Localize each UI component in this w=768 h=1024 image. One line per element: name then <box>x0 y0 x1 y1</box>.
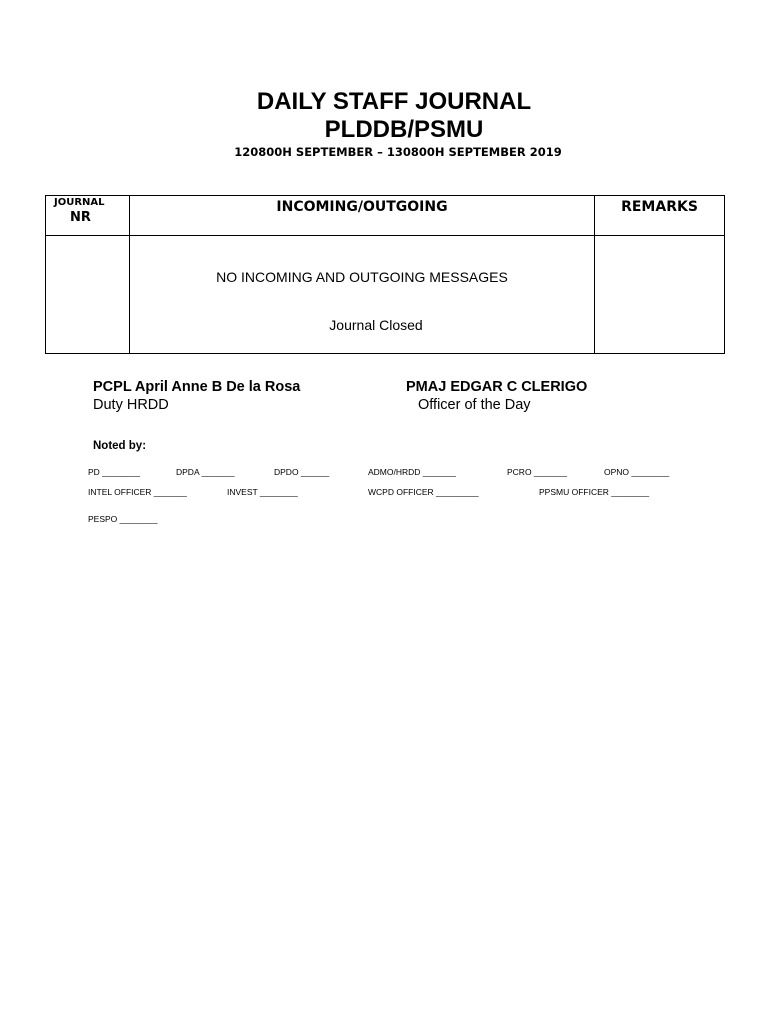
table-header-row <box>46 196 725 236</box>
noted-by-pcro: PCRO _______ <box>507 467 568 477</box>
entry-cell: NO INCOMING AND OUTGOING MESSAGES <box>130 236 595 354</box>
signatory-role-officer-of-day: Officer of the Day <box>418 397 531 413</box>
journal-closed-note: Journal Closed <box>329 317 423 333</box>
table-row <box>46 236 725 354</box>
journal-period: 120800H SEPTEMBER – 130800H SEPTEMBER 2019 <box>234 145 562 159</box>
signatory-role-duty-hrdd: Duty HRDD <box>93 397 169 413</box>
journal-nr-header-line2: NR <box>70 210 91 225</box>
noted-by-label: Noted by: <box>93 440 147 452</box>
signatory-name-duty-hrdd: PCPL April Anne B De la Rosa <box>93 379 301 395</box>
noted-by-intel-officer: INTEL OFFICER _______ <box>88 487 187 497</box>
noted-by-dpdo: DPDO ______ <box>274 467 330 477</box>
journal-nr-header <box>46 196 130 236</box>
noted-by-opno: OPNO ________ <box>604 467 670 477</box>
noted-by-dpda: DPDA _______ <box>176 467 235 477</box>
remarks-header: REMARKS <box>595 196 725 236</box>
incoming-outgoing-header: INCOMING/OUTGOING <box>130 196 595 236</box>
noted-by-ppsmu-officer: PPSMU OFFICER ________ <box>539 487 650 497</box>
signatory-name-officer-of-day: PMAJ EDGAR C CLERIGO <box>406 379 588 395</box>
document-title: DAILY STAFF JOURNAL <box>256 88 532 115</box>
noted-by-admo-hrdd: ADMO/HRDD _______ <box>368 467 456 477</box>
journal-nr-header-line1: JOURNAL <box>54 197 105 208</box>
journal-nr-cell <box>46 236 130 354</box>
noted-by-wcpd-officer: WCPD OFFICER _________ <box>368 487 479 497</box>
document-subtitle: PLDDB/PSMU <box>324 116 484 143</box>
noted-by-pd: PD ________ <box>88 467 140 477</box>
noted-by-pespo: PESPO ________ <box>88 514 158 524</box>
remarks-cell <box>595 236 725 354</box>
noted-by-invest: INVEST ________ <box>227 487 298 497</box>
